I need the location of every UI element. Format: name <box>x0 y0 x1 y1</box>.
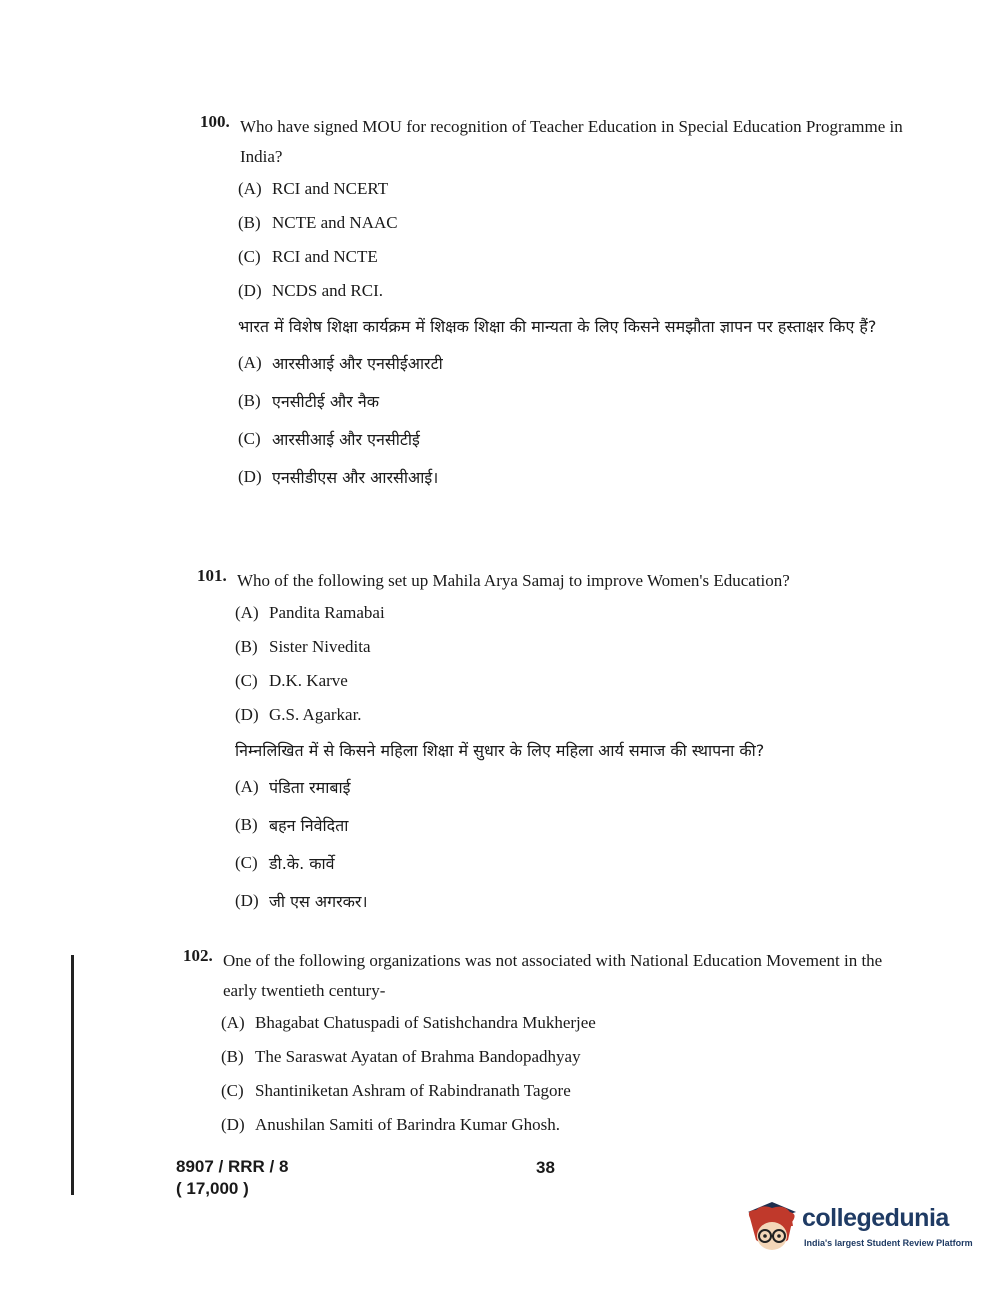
question-number: 100. <box>200 112 230 131</box>
option-c: (C) RCI and NCTE <box>238 247 378 266</box>
option-b: (B) Sister Nivedita <box>235 637 371 656</box>
page-number: 38 <box>536 1158 555 1177</box>
hindi-option-a: (A) आरसीआई और एनसीईआरटी <box>238 353 443 373</box>
hindi-option-b: (B) बहन निवेदिता <box>235 815 349 835</box>
option-b: (B) The Saraswat Ayatan of Brahma Bandopadhyay <box>221 1047 581 1066</box>
hindi-option-c: (C) डी.के. कार्वे <box>235 853 335 873</box>
option-d: (D) Anushilan Samiti of Barindra Kumar Ghosh. <box>221 1115 561 1134</box>
logo-tagline: India's largest Student Review Platform <box>804 1238 973 1248</box>
question-text-hindi: भारत में विशेष शिक्षा कार्यक्रम में शिक्षक शिक्षा की मान्यता के लिए किसने समझौता ज्ञापन पर हस्ताक्षर किए हैं? <box>238 317 877 336</box>
collegedunia-logo <box>742 1198 972 1260</box>
hindi-option-d: (D) एनसीडीएस और आरसीआई। <box>238 467 439 487</box>
question-text: Who of the following set up Mahila Arya Samaj to improve Women's Education? <box>237 571 790 590</box>
question-number: 102. <box>183 946 213 965</box>
option-a: (A) RCI and NCERT <box>238 179 389 198</box>
option-a: (A) Bhagabat Chatuspadi of Satishchandra Mukherjee <box>221 1013 596 1032</box>
option-c: (C) D.K. Karve <box>235 671 348 690</box>
option-d: (D) G.S. Agarkar. <box>235 705 362 724</box>
option-d: (D) NCDS and RCI. <box>238 281 383 300</box>
question-number: 101. <box>197 566 227 585</box>
copies-count: ( 17,000 ) <box>176 1179 249 1198</box>
mascot-icon <box>742 1198 802 1260</box>
question-text-hindi: निम्नलिखित में से किसने महिला शिक्षा में सुधार के लिए महिला आर्य समाज की स्थापना की? <box>235 741 765 760</box>
paper-code <box>176 1156 288 1200</box>
hindi-option-d: (D) जी एस अगरकर। <box>235 891 368 911</box>
option-c: (C) Shantiniketan Ashram of Rabindranath Tagore <box>221 1081 571 1100</box>
hindi-option-a: (A) पंडिता रमाबाई <box>235 777 351 797</box>
option-b: (B) NCTE and NAAC <box>238 213 398 232</box>
question-101 <box>197 566 877 920</box>
question-100 <box>200 112 920 496</box>
margin-line <box>71 955 74 1195</box>
question-text: One of the following organizations was not associated with National Education Movement in the early twentieth century- <box>223 951 883 1000</box>
option-a: (A) Pandita Ramabai <box>235 603 385 622</box>
question-text: Who have signed MOU for recognition of Teacher Education in Special Education Programme in India? <box>240 117 903 166</box>
paper-code-text: 8907 / RRR / 8 <box>176 1157 289 1176</box>
question-102 <box>183 946 913 1142</box>
hindi-option-c: (C) आरसीआई और एनसीटीई <box>238 429 420 449</box>
hindi-option-b: (B) एनसीटीई और नैक <box>238 391 380 411</box>
logo-name: collegedunia <box>802 1204 949 1232</box>
